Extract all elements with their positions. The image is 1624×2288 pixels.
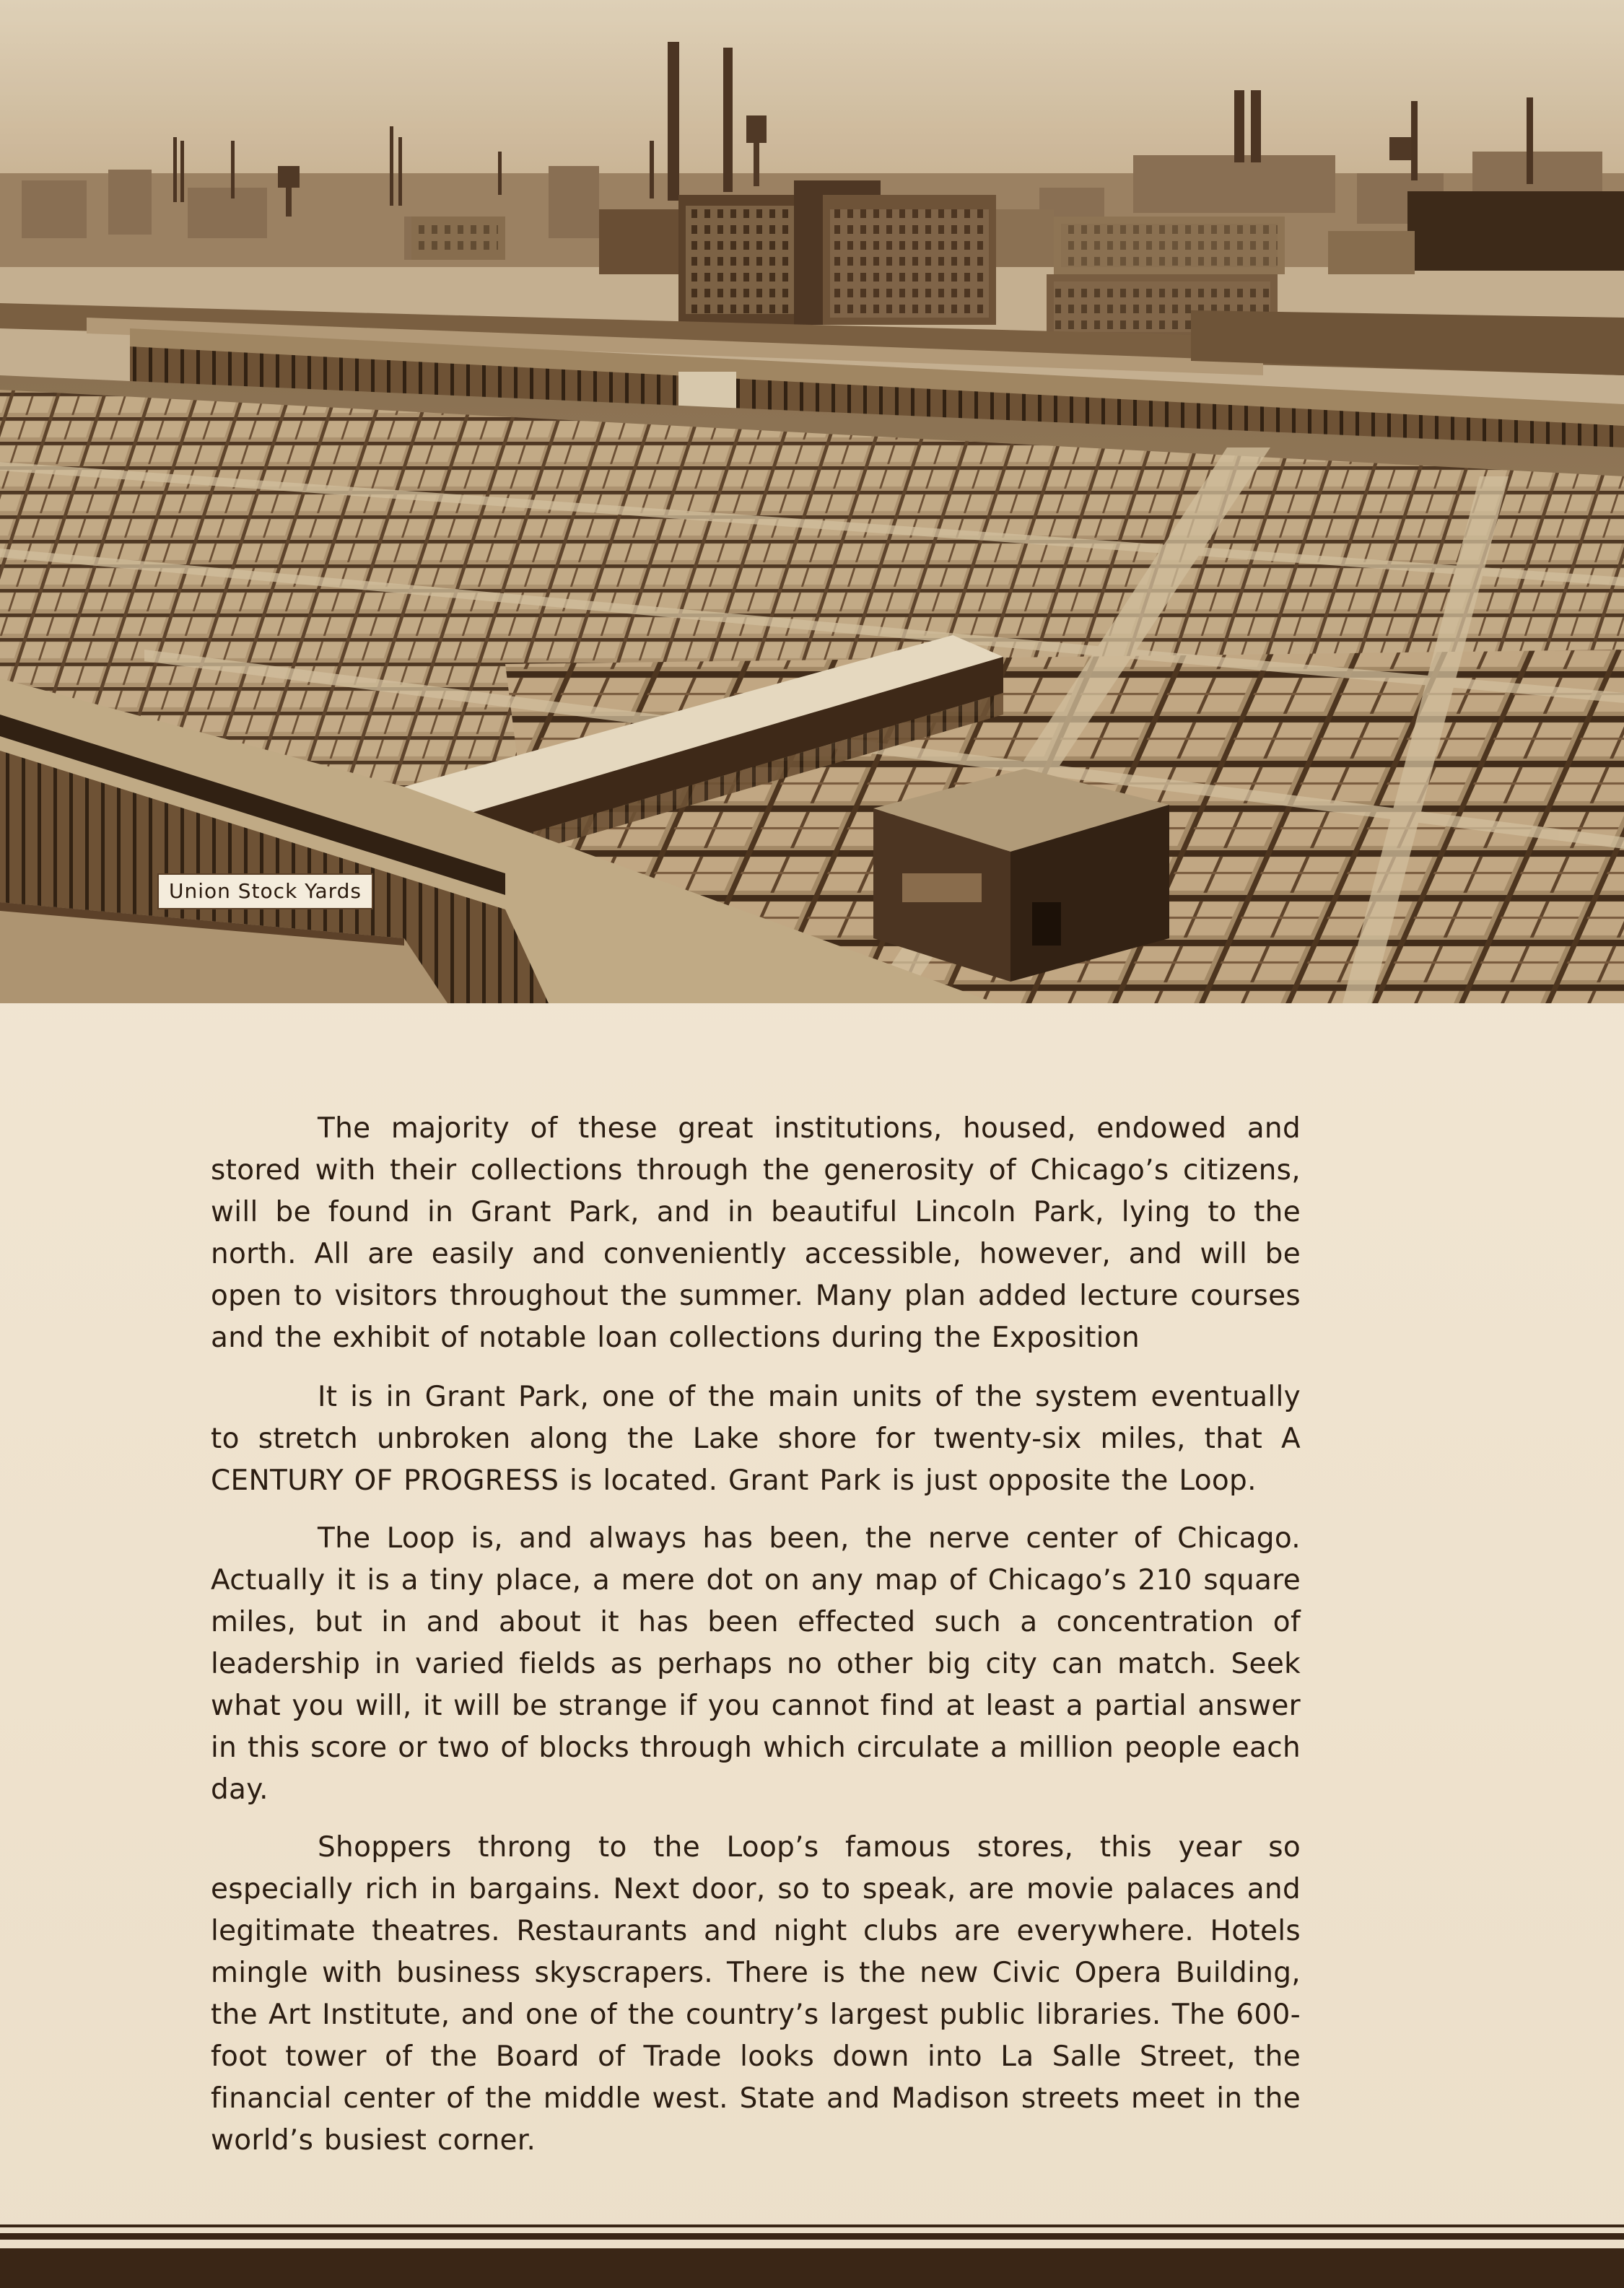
photo-caption: Union Stock Yards xyxy=(157,873,373,909)
stock-yards-photograph xyxy=(0,0,1624,1003)
photo-illustration xyxy=(0,0,1624,1003)
paragraph-2: It is in Grant Park, one of the main units of the system eventually to stretch unbroken along the Lake shore for twenty-six miles, that A CENTURY OF PROGRESS is located. Grant Park is just opposite the Loop. xyxy=(211,1381,1301,1497)
body-text xyxy=(211,1108,1301,2178)
footer-rule-middle xyxy=(0,2233,1624,2240)
footer-rule-top xyxy=(0,2224,1624,2227)
paragraph-3: The Loop is, and always has been, the nerve center of Chicago. Actually it is a tiny place, a mere dot on any map of Chicago’s 210 square miles, but in and about it has been effected such a concentration of leadership in varied fields as perhaps no other big city can match. Seek what you will, it will be strange if you cannot find at least a partial answer in this score or two of blocks through which circulate a million people each day. xyxy=(211,1522,1301,1806)
paragraph-4: Shoppers throng to the Loop’s famous stores, this year so especially rich in bargains. Next door, so to speak, are movie palaces and legitimate theatres. Restaurants and night clubs are everywhere. Hotels mingle with business skyscrapers. There is the new Civic Opera Building, the Art Institute, and one of the country’s largest public libraries. The 600-foot tower of the Board of Trade looks down into La Salle Street, the financial center of the middle west. State and Madison streets meet in the world’s busiest corner. xyxy=(211,1831,1301,2157)
paragraph-1: The majority of these great institutions, housed, endowed and stored with their collections through the generosity of Chicago’s citizens, will be found in Grant Park, and in beautiful Lincoln Park, lying to the north. All are easily and conveniently accessible, however, and will be open to visitors throughout the summer. Many plan added lecture courses and the exhibit of notable loan collections during the Exposition xyxy=(211,1112,1301,1354)
footer-band xyxy=(0,2248,1624,2288)
